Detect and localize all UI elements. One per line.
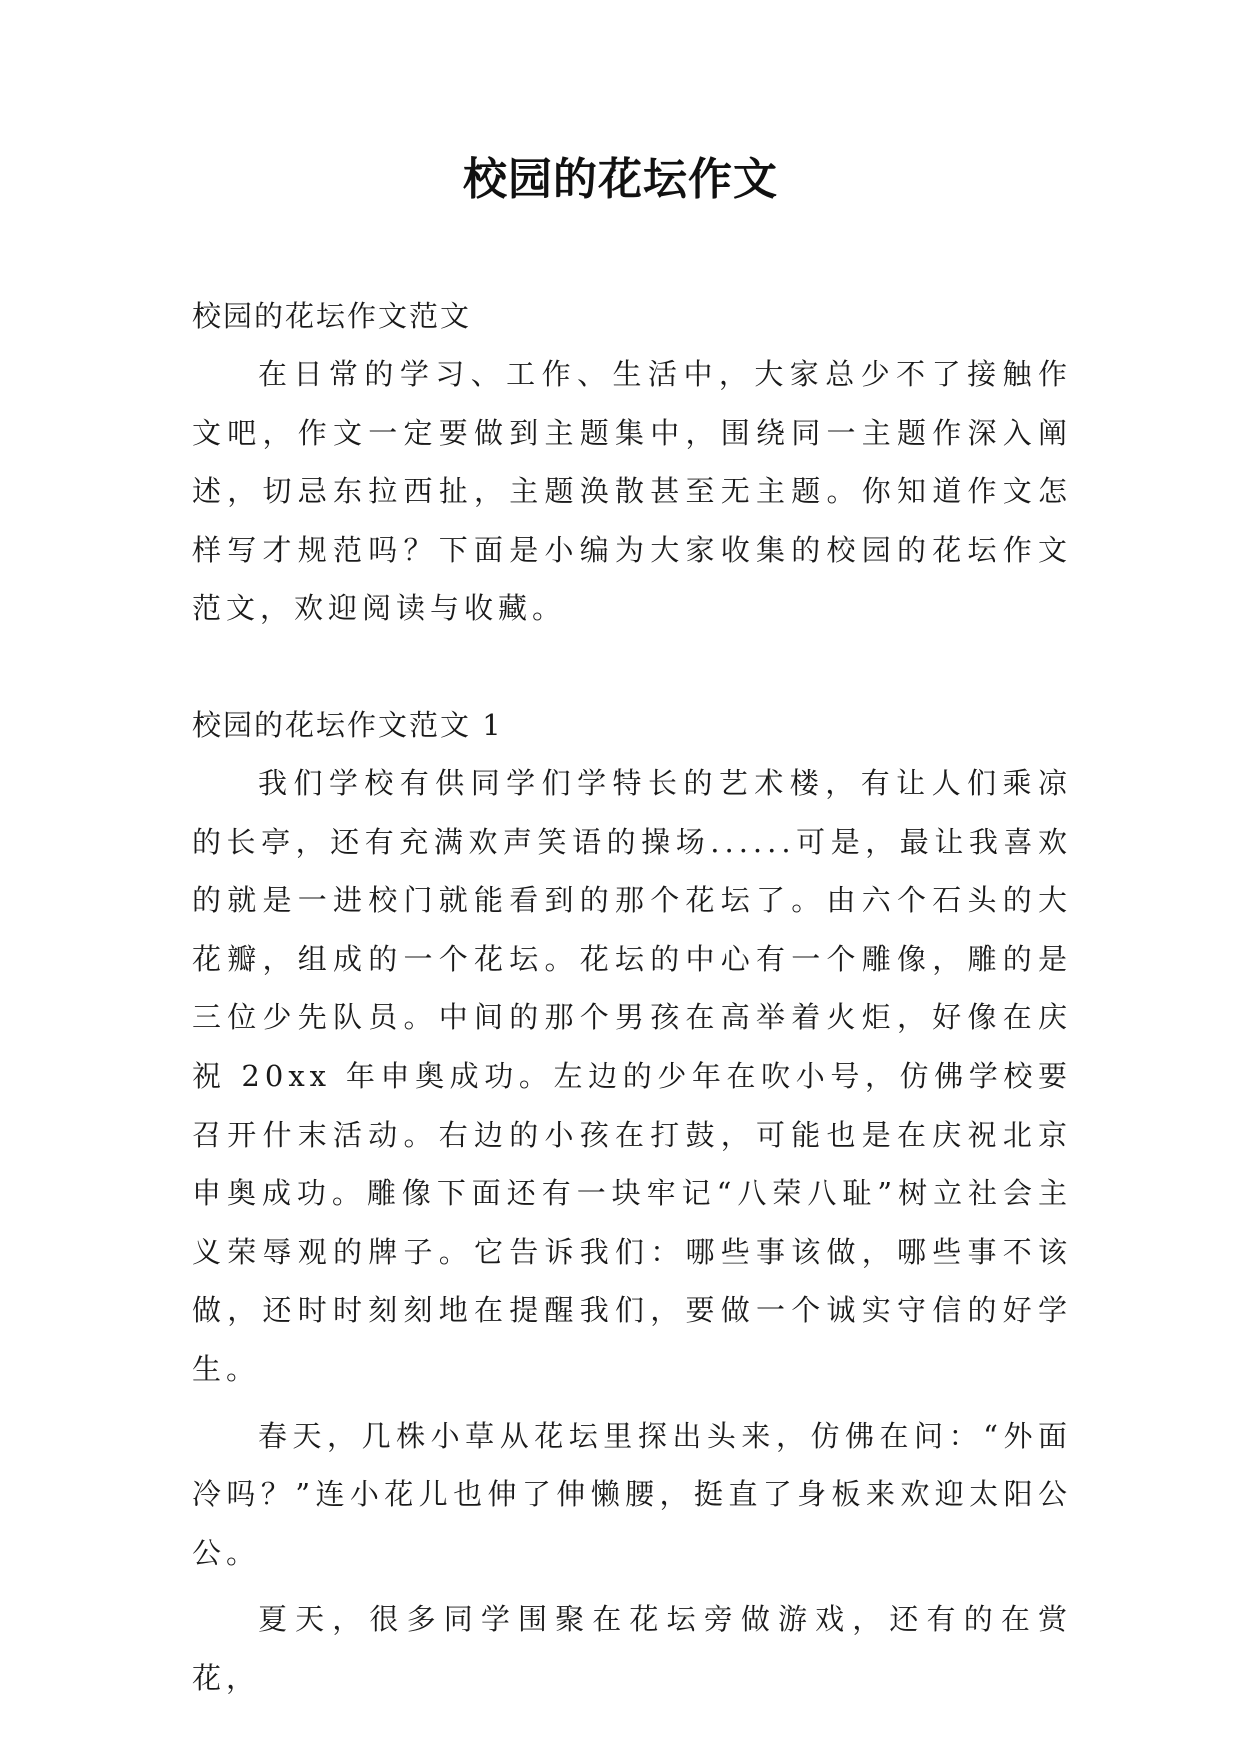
document-title: 校园的花坛作文	[463, 154, 778, 205]
section1-paragraph-1: 我们学校有供同学们学特长的艺术楼，有让人们乘凉的长亭，还有充满欢声笑语的操场......可是，最让我喜欢的就是一进校门就能看到的那个花坛了。由六个石头的大花瓣，组成的一个花坛。花坛的中心有一个雕像，雕的是三位少先队员。中间的那个男孩在高举着火炬，好像在庆祝 20xx 年申奥成功。左边的少年在吹小号，仿佛学校要召开什末活动。右边的小孩在打鼓，可能也是在庆祝北京申奥成功。雕像下面还有一块牢记“八荣八耻”树立社会主义荣辱观的牌子。它告诉我们：哪些事该做，哪些事不该做，还时时刻刻地在提醒我们，要做一个诚实守信的好学生。	[192, 765, 1072, 1386]
section1-heading: 校园的花坛作文范文 1	[192, 707, 503, 742]
document-body	[192, 287, 1072, 1707]
intro-paragraph: 在日常的学习、工作、生活中，大家总少不了接触作文吧，作文一定要做到主题集中，围绕同一主题作深入阐述，切忌东拉西扯，主题涣散甚至无主题。你知道作文怎样写才规范吗？下面是小编为大家收集的校园的花坛作文范文，欢迎阅读与收藏。	[192, 357, 1072, 626]
section1-paragraph-2: 春天，几株小草从花坛里探出头来，仿佛在问：“外面冷吗？”连小花儿也伸了伸懒腰，挺直了身板来欢迎太阳公公。	[192, 1418, 1072, 1570]
section1-paragraph-3: 夏天，很多同学围聚在花坛旁做游戏，还有的在赏花，	[192, 1602, 1072, 1695]
intro-heading: 校园的花坛作文范文	[192, 299, 472, 333]
